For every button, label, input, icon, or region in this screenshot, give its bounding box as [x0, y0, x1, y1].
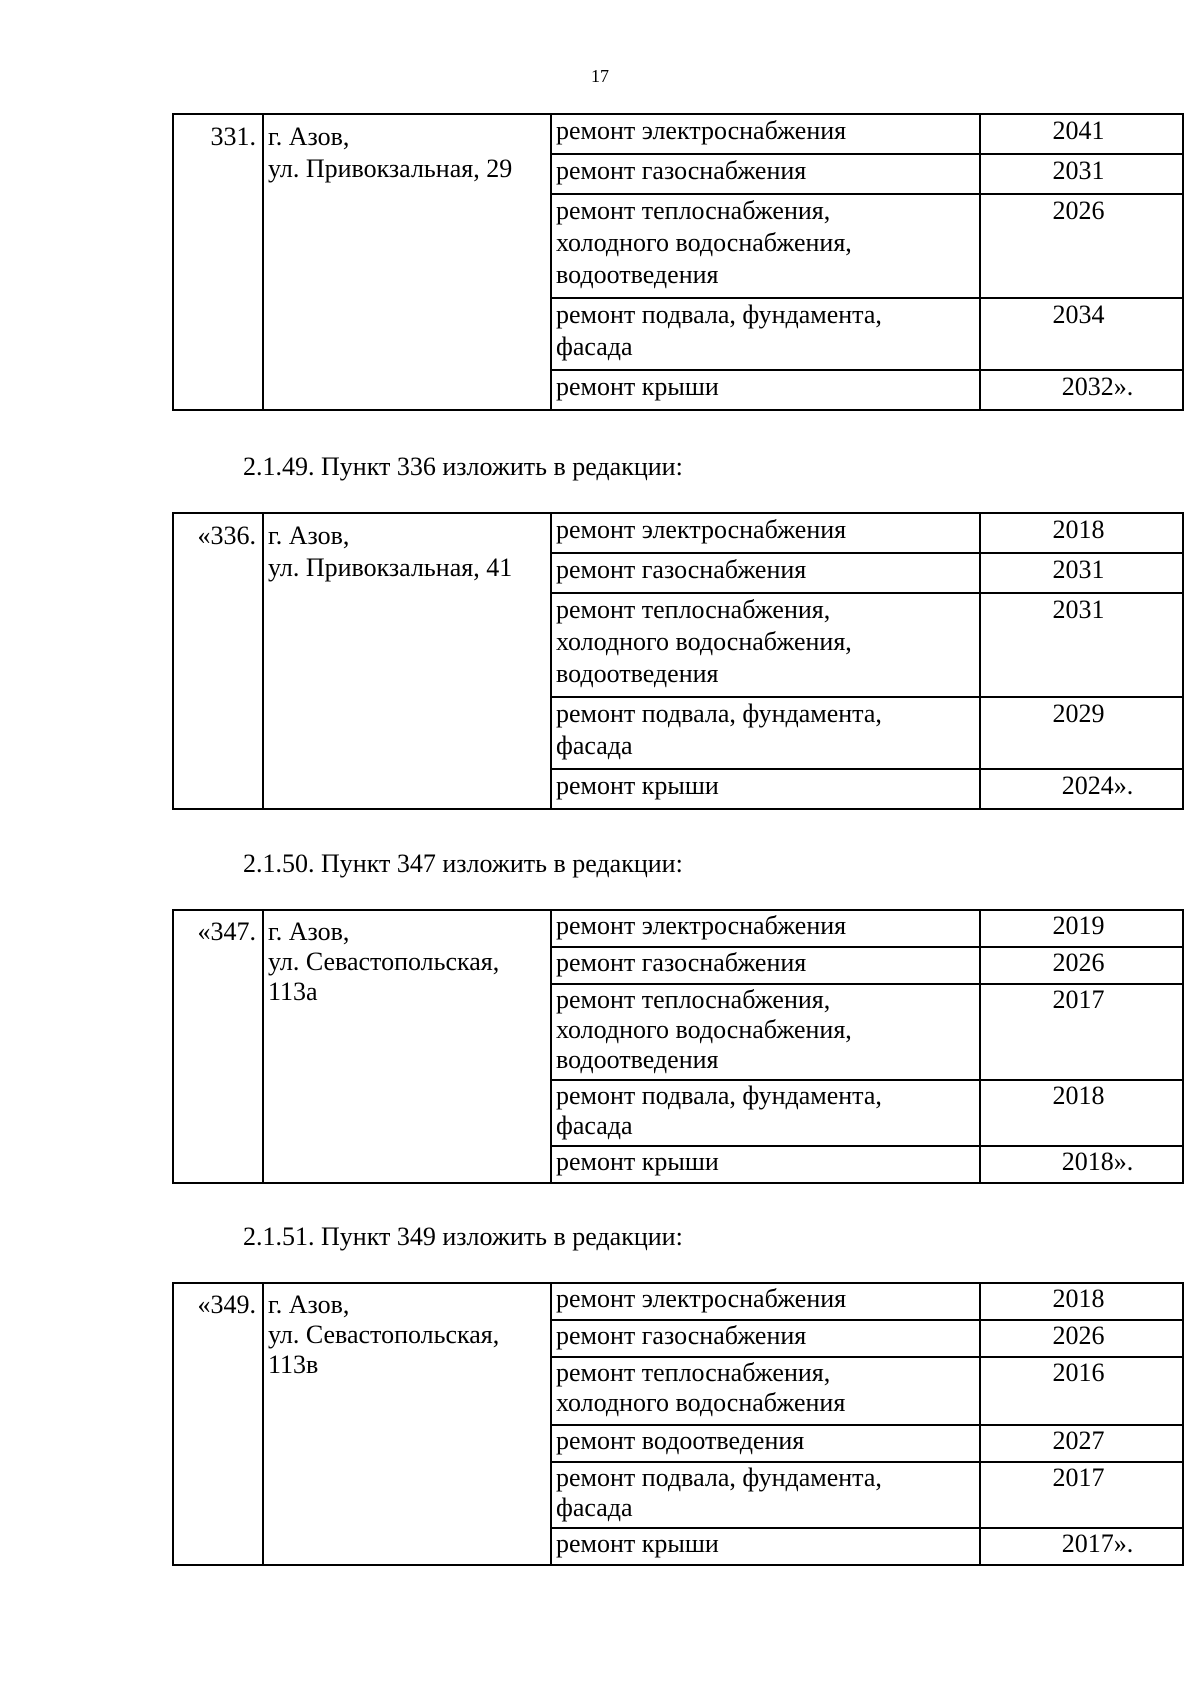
- address-cell: [263, 910, 551, 1183]
- work-type-line: ремонт электроснабжения: [556, 911, 847, 940]
- year-cell: 2031: [980, 154, 1183, 194]
- work-type-cell: [551, 1080, 980, 1146]
- work-type-line: ремонт водоотведения: [556, 1426, 805, 1455]
- work-type-cell: [551, 910, 980, 947]
- work-type-cell: [551, 947, 980, 984]
- year-cell: 2017: [980, 1462, 1183, 1528]
- address-line: ул. Привокзальная, 29: [268, 154, 513, 183]
- work-type-cell: [551, 1357, 980, 1425]
- address-line: ул. Привокзальная, 41: [268, 553, 513, 582]
- amendment-heading: 2.1.50. Пункт 347 изложить в редакции:: [243, 849, 683, 878]
- work-type-cell: [551, 984, 980, 1080]
- address-line: г. Азов,: [268, 1290, 350, 1319]
- work-type-line: водоотведения: [556, 260, 719, 289]
- table-row: [173, 513, 1183, 553]
- work-type-line: ремонт газоснабжения: [556, 1321, 807, 1350]
- work-type-cell: [551, 697, 980, 769]
- year-cell: 2031: [980, 553, 1183, 593]
- works-table: [172, 113, 1184, 411]
- work-type-cell: [551, 553, 980, 593]
- page-number: 17: [591, 66, 609, 86]
- address-cell: [263, 114, 551, 410]
- work-type-line: ремонт газоснабжения: [556, 948, 807, 977]
- work-type-line: фасада: [556, 1493, 633, 1522]
- year-cell: 2041: [980, 114, 1183, 154]
- address-line: ул. Севастопольская,: [268, 1320, 500, 1349]
- address-line: 113а: [268, 977, 318, 1006]
- year-cell: 2018: [980, 1080, 1183, 1146]
- work-type-line: водоотведения: [556, 659, 719, 688]
- work-type-line: ремонт газоснабжения: [556, 156, 807, 185]
- address-line: 113в: [268, 1350, 319, 1379]
- address-line: ул. Севастопольская,: [268, 947, 500, 976]
- table-row: [173, 114, 1183, 154]
- work-type-line: ремонт крыши: [556, 771, 719, 800]
- work-type-cell: [551, 1528, 980, 1565]
- work-type-cell: [551, 298, 980, 370]
- works-table-block: [172, 909, 1163, 1184]
- work-type-line: ремонт крыши: [556, 372, 719, 401]
- work-type-cell: [551, 370, 980, 410]
- address-line: г. Азов,: [268, 122, 350, 151]
- work-type-line: фасада: [556, 731, 633, 760]
- work-type-line: водоотведения: [556, 1045, 719, 1074]
- year-cell: 2018: [980, 513, 1183, 553]
- address-cell: [263, 513, 551, 809]
- work-type-line: ремонт подвала, фундамента,: [556, 1081, 882, 1110]
- work-type-line: ремонт электроснабжения: [556, 116, 847, 145]
- works-table-block: [172, 1282, 1163, 1566]
- year-cell: 2026: [980, 947, 1183, 984]
- year-cell: 2024».: [980, 769, 1183, 809]
- work-type-line: холодного водоснабжения,: [556, 1015, 852, 1044]
- work-type-cell: [551, 1425, 980, 1462]
- work-type-line: холодного водоснабжения,: [556, 627, 852, 656]
- works-table: [172, 1282, 1184, 1566]
- work-type-line: фасада: [556, 1111, 633, 1140]
- year-cell: 2017».: [980, 1528, 1183, 1565]
- works-table: [172, 909, 1184, 1184]
- item-number: «336.: [173, 513, 263, 809]
- year-cell: 2019: [980, 910, 1183, 947]
- year-cell: 2029: [980, 697, 1183, 769]
- works-table-block: [172, 512, 1163, 810]
- table-row: [173, 910, 1183, 947]
- work-type-cell: [551, 593, 980, 697]
- work-type-line: ремонт теплоснабжения,: [556, 595, 831, 624]
- year-cell: 2034: [980, 298, 1183, 370]
- table-row: [173, 1283, 1183, 1320]
- year-cell: 2026: [980, 1320, 1183, 1357]
- work-type-line: ремонт крыши: [556, 1147, 719, 1176]
- work-type-line: ремонт электроснабжения: [556, 515, 847, 544]
- year-cell: 2026: [980, 194, 1183, 298]
- work-type-line: ремонт теплоснабжения,: [556, 1358, 831, 1387]
- address-cell: [263, 1283, 551, 1565]
- work-type-line: холодного водоснабжения: [556, 1388, 846, 1417]
- year-cell: 2017: [980, 984, 1183, 1080]
- work-type-line: фасада: [556, 332, 633, 361]
- works-table: [172, 512, 1184, 810]
- work-type-line: холодного водоснабжения,: [556, 228, 852, 257]
- work-type-line: ремонт крыши: [556, 1529, 719, 1558]
- work-type-cell: [551, 1283, 980, 1320]
- year-cell: 2031: [980, 593, 1183, 697]
- work-type-line: ремонт подвала, фундамента,: [556, 300, 882, 329]
- work-type-cell: [551, 1320, 980, 1357]
- year-cell: 2018: [980, 1283, 1183, 1320]
- work-type-line: ремонт электроснабжения: [556, 1284, 847, 1313]
- item-number: «347.: [173, 910, 263, 1183]
- address-line: г. Азов,: [268, 521, 350, 550]
- item-number: 331.: [173, 114, 263, 410]
- work-type-cell: [551, 769, 980, 809]
- work-type-cell: [551, 1462, 980, 1528]
- work-type-line: ремонт теплоснабжения,: [556, 196, 831, 225]
- work-type-cell: [551, 1146, 980, 1183]
- work-type-line: ремонт теплоснабжения,: [556, 985, 831, 1014]
- year-cell: 2027: [980, 1425, 1183, 1462]
- amendment-heading: 2.1.49. Пункт 336 изложить в редакции:: [243, 452, 683, 481]
- amendment-heading: 2.1.51. Пункт 349 изложить в редакции:: [243, 1222, 683, 1251]
- year-cell: 2018».: [980, 1146, 1183, 1183]
- work-type-cell: [551, 154, 980, 194]
- work-type-line: ремонт подвала, фундамента,: [556, 1463, 882, 1492]
- year-cell: 2016: [980, 1357, 1183, 1425]
- year-cell: 2032».: [980, 370, 1183, 410]
- work-type-cell: [551, 513, 980, 553]
- work-type-line: ремонт газоснабжения: [556, 555, 807, 584]
- work-type-line: ремонт подвала, фундамента,: [556, 699, 882, 728]
- work-type-cell: [551, 194, 980, 298]
- work-type-cell: [551, 114, 980, 154]
- item-number: «349.: [173, 1283, 263, 1565]
- address-line: г. Азов,: [268, 917, 350, 946]
- works-table-block: [172, 113, 1163, 411]
